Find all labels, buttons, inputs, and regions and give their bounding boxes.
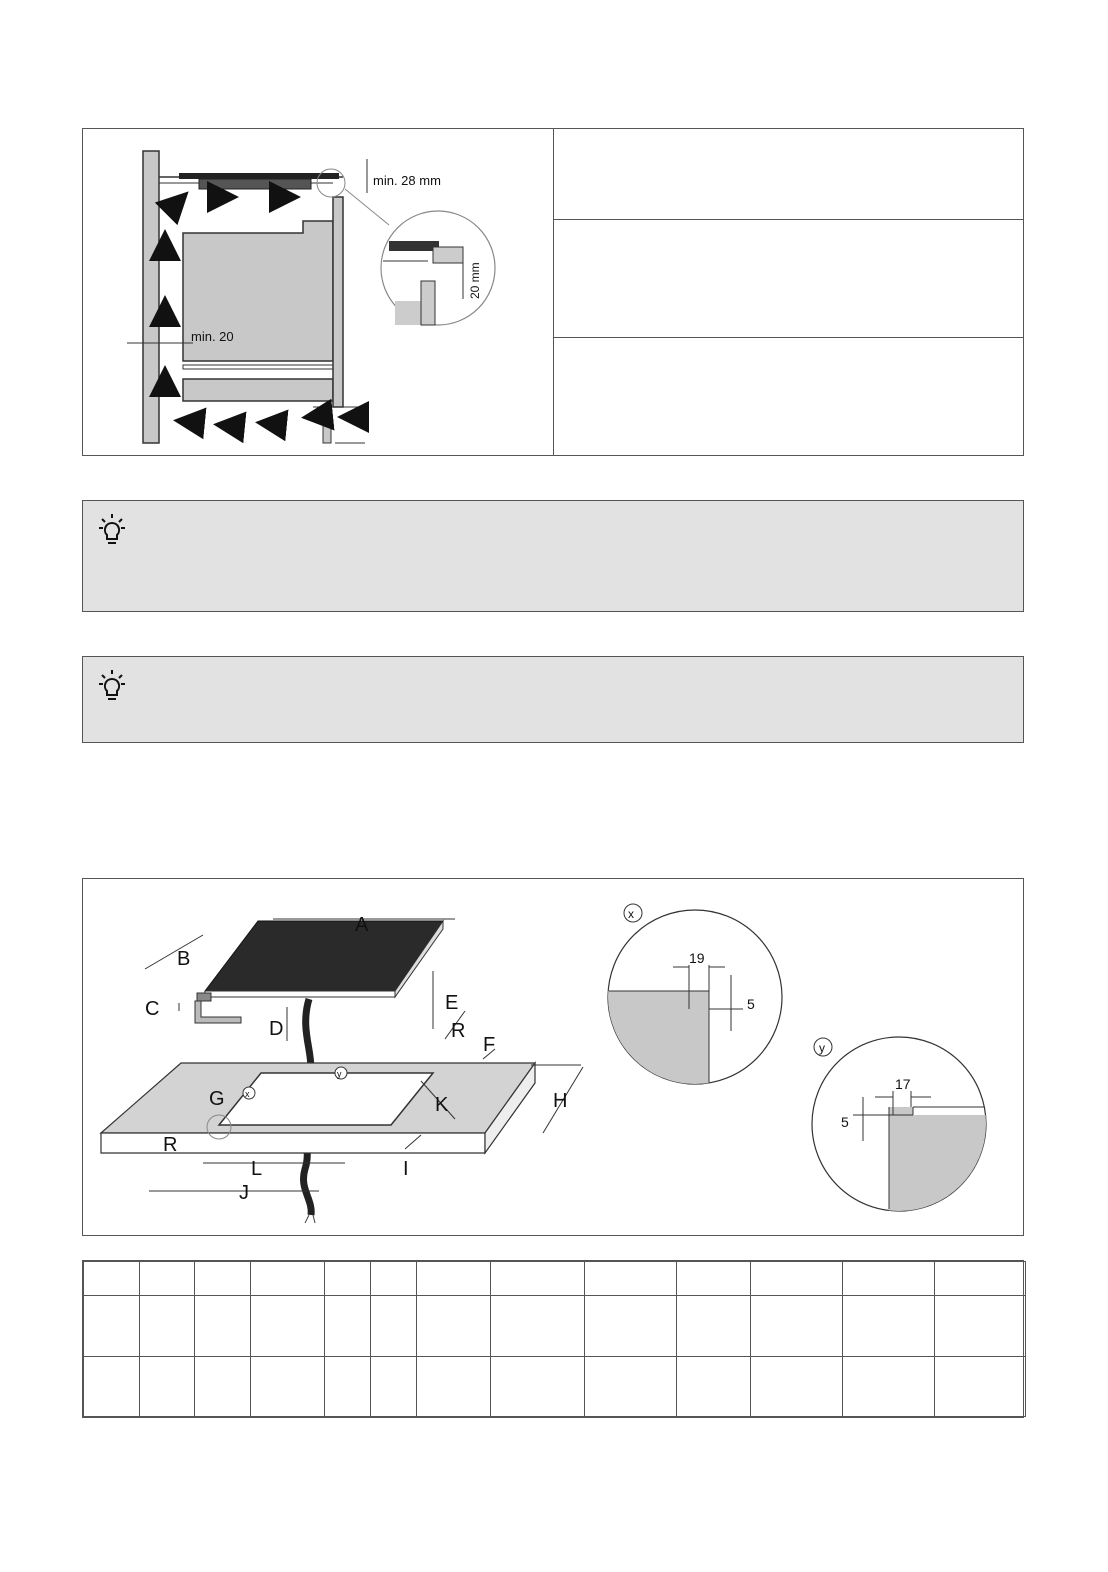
- table-cell: [84, 1262, 140, 1296]
- table-cell: [417, 1262, 491, 1296]
- label-E: E: [445, 992, 459, 1014]
- table-row: [84, 1296, 1026, 1357]
- tip-box-2: [82, 656, 1024, 743]
- table-cell: [677, 1262, 751, 1296]
- table-cell: [585, 1262, 677, 1296]
- table-cell: [195, 1262, 251, 1296]
- label-L: L: [251, 1158, 263, 1180]
- ventilation-cell-3: [554, 338, 1024, 454]
- drawer: [183, 379, 333, 401]
- hob-glass: [179, 173, 339, 179]
- ventilation-figure-box: [82, 128, 1024, 456]
- label-J: J: [239, 1182, 249, 1204]
- label-F: F: [483, 1034, 496, 1056]
- label-B: B: [177, 948, 191, 970]
- ventilation-cell-1: [554, 129, 1024, 220]
- label-R-bottom: R: [163, 1134, 178, 1156]
- detail-x-height: 5: [747, 996, 755, 1012]
- table-cell: [140, 1262, 195, 1296]
- label-detail-gap: 20 mm: [468, 262, 482, 299]
- lightbulb-icon: [95, 513, 129, 549]
- detail-x-circle: [603, 910, 782, 1111]
- hob-top: [205, 921, 443, 991]
- table-header-row: [84, 1262, 1026, 1296]
- detail-y-marker: y: [819, 1041, 825, 1055]
- label-K: K: [435, 1094, 449, 1116]
- table-row: [84, 1356, 1026, 1417]
- label-D: D: [269, 1018, 284, 1040]
- table-cell: [491, 1262, 585, 1296]
- label-G: G: [209, 1088, 225, 1110]
- table-cell: [371, 1262, 417, 1296]
- ventilation-cell-2: [554, 220, 1024, 338]
- label-C: C: [145, 998, 160, 1020]
- label-H: H: [553, 1090, 568, 1112]
- dimension-table: [82, 1260, 1024, 1418]
- label-A: A: [355, 914, 369, 936]
- label-top-gap: min. 28 mm: [373, 173, 441, 188]
- detail-y-circle: [812, 1037, 989, 1225]
- table-cell: [935, 1262, 1026, 1296]
- cabinet-left-wall: [143, 151, 159, 443]
- hob-body: [199, 179, 311, 189]
- hob-dimension-diagram: [83, 879, 1023, 1235]
- tip-box-1: [82, 500, 1024, 612]
- ventilation-text-column: [553, 129, 1024, 455]
- table-cell: [751, 1262, 843, 1296]
- detail-x-width: 19: [689, 950, 705, 966]
- lightbulb-icon: [95, 669, 129, 705]
- ventilation-diagram: [83, 129, 553, 455]
- label-side-gap: min. 20: [191, 329, 234, 344]
- detail-y-width: 17: [895, 1076, 911, 1092]
- table-cell: [843, 1262, 935, 1296]
- svg-text:x: x: [245, 1089, 250, 1099]
- label-R-top: R: [451, 1020, 466, 1042]
- table-cell: [325, 1262, 371, 1296]
- label-I: I: [403, 1158, 409, 1180]
- dimension-figure-box: [82, 878, 1024, 1236]
- detail-x-marker: x: [628, 907, 634, 921]
- table-cell: [251, 1262, 325, 1296]
- svg-text:y: y: [337, 1069, 342, 1079]
- detail-y-height: 5: [841, 1114, 849, 1130]
